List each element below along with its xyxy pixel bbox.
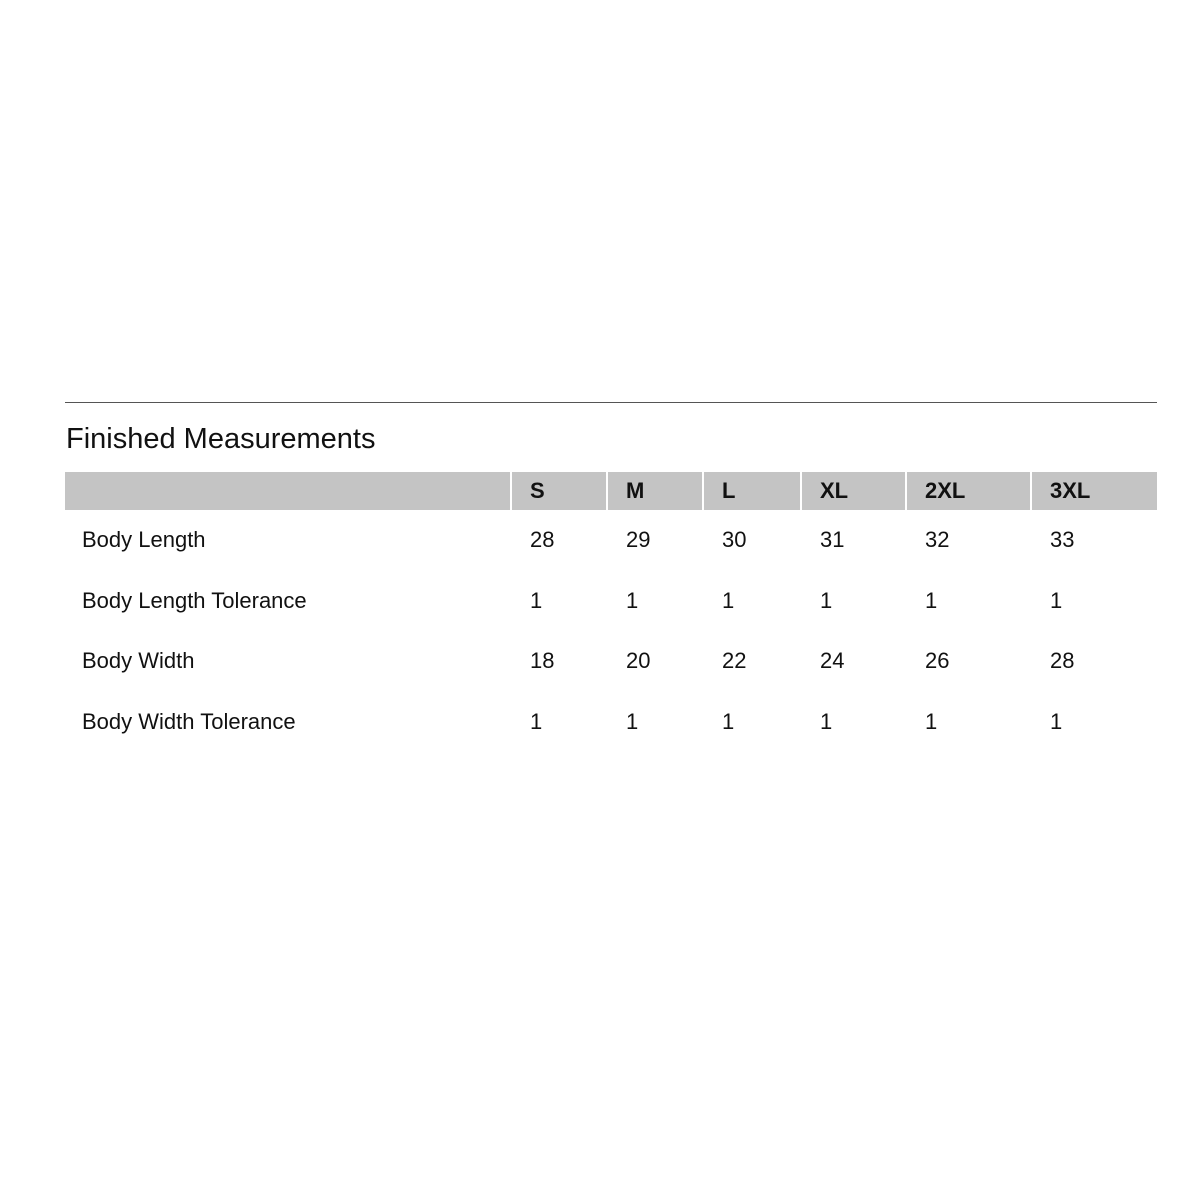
table-cell: 1: [530, 587, 543, 613]
row-label: Body Width Tolerance: [82, 708, 296, 734]
table-cell: 1: [626, 587, 639, 613]
header-separator: [1030, 472, 1032, 510]
header-separator: [510, 472, 512, 510]
table-cell: 33: [1050, 527, 1075, 552]
row-label: Body Length Tolerance: [82, 587, 307, 613]
column-header-size: 3XL: [1050, 478, 1091, 503]
header-separator: [800, 472, 802, 510]
column-header-size: 2XL: [925, 478, 966, 503]
header-separator: [905, 472, 907, 510]
table-row-body-length-tolerance: [65, 571, 1157, 632]
table-cell: 31: [820, 527, 845, 552]
table-cell: 1: [1050, 708, 1063, 734]
table-cell: 1: [925, 708, 938, 734]
table-cell: 29: [626, 527, 651, 552]
table-cell: 1: [722, 587, 735, 613]
row-label: Body Length: [82, 527, 206, 552]
table-cell: 26: [925, 648, 950, 673]
table-cell: 32: [925, 527, 950, 552]
page-title: Finished Measurements: [66, 423, 376, 455]
column-header-size: L: [722, 478, 736, 503]
table-row-body-width-tolerance: [65, 692, 1157, 753]
column-header-size: M: [626, 478, 645, 503]
table-cell: 24: [820, 648, 845, 673]
table-header-row: [65, 472, 1157, 510]
table-cell: 1: [1050, 587, 1063, 613]
row-label: Body Width: [82, 648, 195, 673]
table-cell: 20: [626, 648, 651, 673]
table-cell: 1: [820, 708, 833, 734]
measurements-table: [65, 472, 1157, 752]
table-cell: 1: [820, 587, 833, 613]
table-row-body-length: [65, 510, 1157, 571]
table-cell: 30: [722, 527, 747, 552]
table-cell: 1: [626, 708, 639, 734]
header-separator: [702, 472, 704, 510]
table-cell: 22: [722, 648, 747, 673]
table-cell: 1: [722, 708, 735, 734]
table-cell: 1: [530, 708, 543, 734]
table-cell: 28: [1050, 648, 1075, 673]
top-divider: [65, 402, 1157, 403]
header-separator: [606, 472, 608, 510]
column-header-size: XL: [820, 478, 849, 503]
table-cell: 18: [530, 648, 555, 673]
table-row-body-width: [65, 631, 1157, 692]
column-header-size: S: [530, 478, 545, 503]
table-cell: 28: [530, 527, 555, 552]
table-cell: 1: [925, 587, 938, 613]
